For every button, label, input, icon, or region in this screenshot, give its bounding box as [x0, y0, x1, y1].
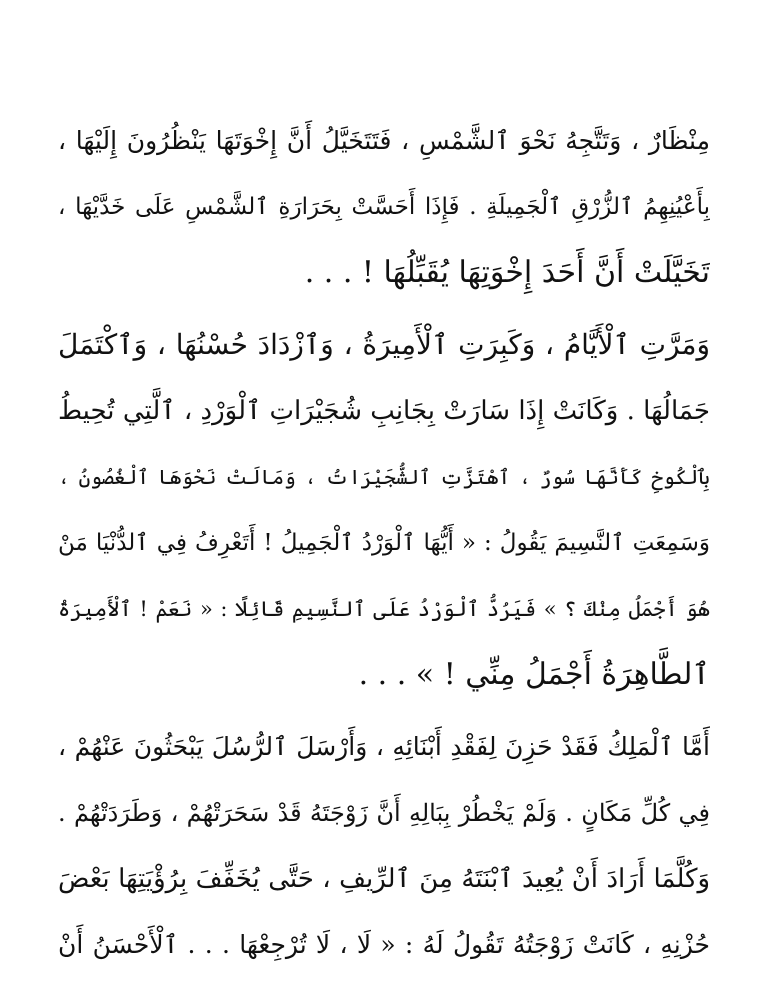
text-line: حُزْنِهِ ، كَانَتْ زَوْجَتُهُ تَقُولُ لَهُ : « لَا ، لَا تُرْجِعْهَا . . . ٱلْأَحْسَنُ أَنْ [58, 930, 710, 959]
text-line: أَمَّا ٱلْمَلِكُ فَقَدْ حَزِنَ لِفَقْدِ أَبْنَائِهِ ، وَأَرْسَلَ ٱلرُّسُلَ يَبْحَثُونَ عَنْهُمْ ، [58, 732, 710, 761]
text-line: مِنْظَارٌ ، وَتَتَّجِهُ نَحْوَ ٱلشَّمْسِ ، فَتَتَخَيَّلُ أَنَّ إِخْوَتَهَا يَنْظُرُونَ إِلَيْهَا ، [58, 126, 710, 155]
paragraph-1 [58, 108, 710, 306]
paragraph-2 [58, 312, 710, 708]
text-line: ٱلطَّاهِرَةُ أَجْمَلُ مِنِّي ! » . . . [358, 657, 710, 692]
text-line: بِأَعْيُنِهِمُ ٱلزُّرْقِ ٱلْجَمِيلَةِ . فَإِذَا أَحَسَّتْ بِحَرَارَةِ ٱلشَّمْسِ عَلَى خَدَّيْهَا ، [58, 194, 710, 220]
text-line: وَكُلَّمَا أَرَادَ أَنْ يُعِيدَ ٱبْنَتَهُ مِنَ ٱلرِّيفِ ، حَتَّى يُخَفِّفَ بِرُؤْيَتِهَا بَعْضَ [58, 864, 710, 894]
arabic-story-text [58, 108, 710, 978]
text-line: تَخَيَّلَتْ أَنَّ أَحَدَ إِخْوَتِهَا يُقَبِّلُهَا ! . . . [304, 255, 710, 290]
text-line: جَمَالُهَا . وَكَانَتْ إِذَا سَارَتْ بِجَانِبِ شُجَيْرَاتِ ٱلْوَرْدِ ، ٱلَّتِي تُحِيطُ [58, 396, 710, 426]
text-line: هُوَ أَجْمَلُ مِنْكَ ؟ » فَيَرُدُّ ٱلْوَرْدُ عَلَى ٱلنَّسِيمِ قَائِلًا : « نَعَمْ ! ٱلْأَمِيرَةُ [58, 597, 710, 621]
text-line: وَسَمِعَتِ ٱلنَّسِيمَ يَقُولُ : « أَيُّهَا ٱلْوَرْدُ ٱلْجَمِيلُ ! أَتَعْرِفُ فِي ٱلدُّنْيَا مَنْ [58, 530, 710, 556]
text-line: بِٱلْكُوخِ كَأَنَّهَا سُورٌ ، ٱهْتَزَّتِ ٱلشُّجَيْرَاتُ ، وَمَالَتْ نَحْوَهَا ٱلْغُصُونُ ، [58, 465, 710, 489]
text-line: وَمَرَّتِ ٱلْأَيَّامُ ، وَكَبِرَتِ ٱلْأَمِيرَةُ ، وَٱزْدَادَ حُسْنُهَا ، وَٱكْتَمَلَ [58, 328, 710, 361]
text-line: فِي كُلِّ مَكَانٍ . وَلَمْ يَخْطُرْ بِبَالِهِ أَنَّ زَوْجَتَهُ قَدْ سَحَرَتْهُمْ ، وَطَرَدَتْهُمْ . [58, 799, 710, 827]
paragraph-3 [58, 714, 710, 978]
